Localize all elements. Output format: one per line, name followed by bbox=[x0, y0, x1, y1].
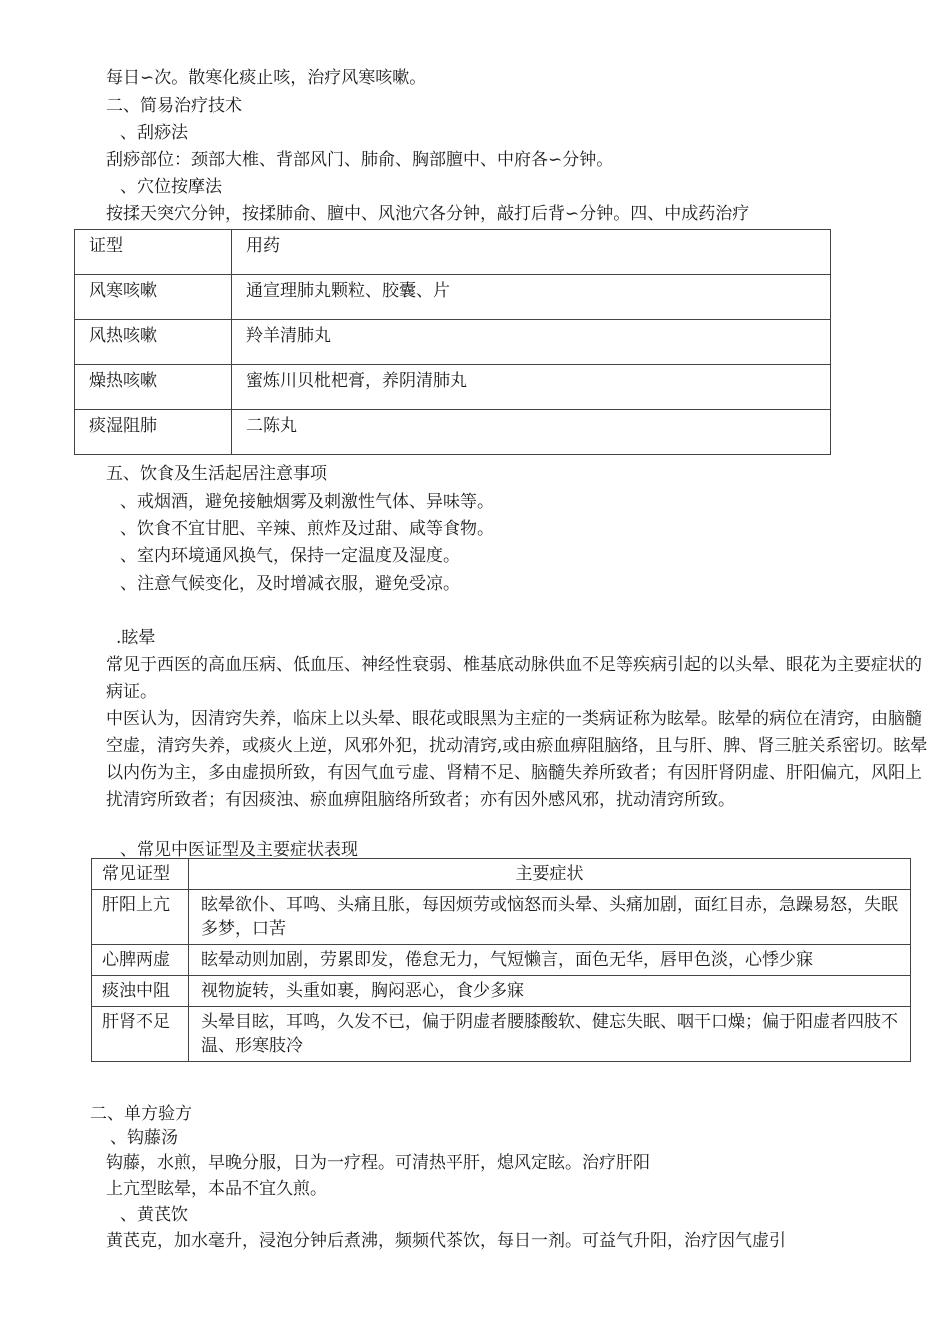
table-row bbox=[92, 890, 911, 945]
table-header-row bbox=[92, 859, 911, 890]
text-line: 按揉天突穴分钟，按揉肺俞、膻中、风池穴各分钟，敲打后背∽分钟。四、中成药治疗 bbox=[106, 204, 750, 224]
table-cell: 痰浊中阻 bbox=[92, 976, 189, 1007]
table-cell: 燥热咳嗽 bbox=[75, 365, 232, 410]
table-cell: 风寒咳嗽 bbox=[75, 275, 232, 320]
table-row bbox=[92, 976, 911, 1007]
text-line: 钩藤，水煎，早晚分服，日为一疗程。可清热平肝，熄风定眩。治疗肝阳 bbox=[106, 1153, 650, 1173]
table-row bbox=[75, 365, 831, 410]
table-header-cell: 主要症状 bbox=[189, 859, 911, 890]
list-item: 、戒烟酒，避免接触烟雾及刺激性气体、异味等。 bbox=[120, 492, 494, 512]
table-cell: 心脾两虚 bbox=[92, 945, 189, 976]
symptom-table bbox=[91, 858, 911, 1062]
table-row bbox=[92, 945, 911, 976]
paragraph: 常见于西医的高血压病、低血压、神经性衰弱、椎基底动脉供血不足等疾病引起的以头晕、眼花为主要症状的病证。 bbox=[106, 655, 922, 702]
table-cell: 蜜炼川贝枇杷膏，养阴清肺丸 bbox=[232, 365, 831, 410]
table-cell: 肝肾不足 bbox=[92, 1007, 189, 1062]
table-cell: 视物旋转，头重如裹，胸闷恶心，食少多寐 bbox=[189, 976, 911, 1007]
chapter-title: .眩晕 bbox=[116, 628, 156, 648]
table-row bbox=[75, 275, 831, 320]
table-cell: 头晕目眩，耳鸣，久发不已，偏于阴虚者腰膝酸软、健忘失眠、咽干口燥；偏于阳虚者四肢不温、形寒肢冷 bbox=[189, 1007, 911, 1062]
table-row bbox=[92, 1007, 911, 1062]
list-item: 、室内环境通风换气，保持一定温度及湿度。 bbox=[120, 546, 460, 566]
table-cell: 通宣理肺丸颗粒、胶囊、片 bbox=[232, 275, 831, 320]
text-line: 每日∽次。散寒化痰止咳，治疗风寒咳嗽。 bbox=[106, 68, 427, 88]
subsection-heading: 、刮痧法 bbox=[120, 123, 188, 143]
table-cell: 眩晕动则加剧，劳累即发，倦怠无力，气短懒言，面色无华，唇甲色淡，心悸少寐 bbox=[189, 945, 911, 976]
table-cell: 二陈丸 bbox=[232, 410, 831, 455]
section-heading: 五、饮食及生活起居注意事项 bbox=[106, 464, 327, 484]
table-row bbox=[75, 410, 831, 455]
table-header-cell: 用药 bbox=[232, 230, 831, 275]
list-item: 、注意气候变化，及时增减衣服，避免受凉。 bbox=[120, 574, 460, 594]
medicine-table bbox=[74, 229, 831, 455]
table-header-cell: 常见证型 bbox=[92, 859, 189, 890]
table-header-cell: 证型 bbox=[75, 230, 232, 275]
list-item: 、饮食不宜甘肥、辛辣、煎炸及过甜、咸等食物。 bbox=[120, 519, 494, 539]
table-header-row bbox=[75, 230, 831, 275]
table-row bbox=[75, 320, 831, 365]
subsection-heading: 、穴位按摩法 bbox=[120, 177, 222, 197]
section-heading: 二、简易治疗技术 bbox=[106, 96, 242, 116]
text-line: 上亢型眩晕，本品不宜久煎。 bbox=[106, 1179, 327, 1199]
table-cell: 眩晕欲仆、耳鸣、头痛且胀，每因烦劳或恼怒而头晕、头痛加剧，面红目赤，急躁易怒，失眠多梦，口苦 bbox=[189, 890, 911, 945]
paragraph: 中医认为，因清窍失养，临床上以头晕、眼花或眼黑为主症的一类病证称为眩晕。眩晕的病位在清窍，由脑髓空虚，清窍失养，或痰火上逆，风邪外犯，扰动清窍,或由瘀血痹阻脑络，且与肝、脾、肾三脏关系密切。眩晕以内伤为主，多由虚损所致，有因气血亏虚、肾精不足、脑髓失养所致者；有因肝肾阴虚、肝阳偏亢，风阳上扰清窍所致者；有因痰浊、瘀血痹阻脑络所致者；亦有因外感风邪，扰动清窍所致。 bbox=[106, 709, 928, 810]
subsection-heading: 、常见中医证型及主要症状表现 bbox=[120, 840, 358, 860]
text-line: 刮痧部位：颈部大椎、背部风门、肺俞、胸部膻中、中府各∽分钟。 bbox=[106, 150, 614, 170]
subsection-heading: 、黄芪饮 bbox=[120, 1205, 188, 1225]
section-heading: 二、单方验方 bbox=[90, 1104, 192, 1124]
text-line: 黄芪克，加水毫升，浸泡分钟后煮沸，频频代茶饮，每日一剂。可益气升阳，治疗因气虚引 bbox=[106, 1231, 786, 1251]
subsection-heading: 、钩藤汤 bbox=[110, 1128, 178, 1148]
table-cell: 痰湿阻肺 bbox=[75, 410, 232, 455]
table-cell: 羚羊清肺丸 bbox=[232, 320, 831, 365]
table-cell: 肝阳上亢 bbox=[92, 890, 189, 945]
table-cell: 风热咳嗽 bbox=[75, 320, 232, 365]
